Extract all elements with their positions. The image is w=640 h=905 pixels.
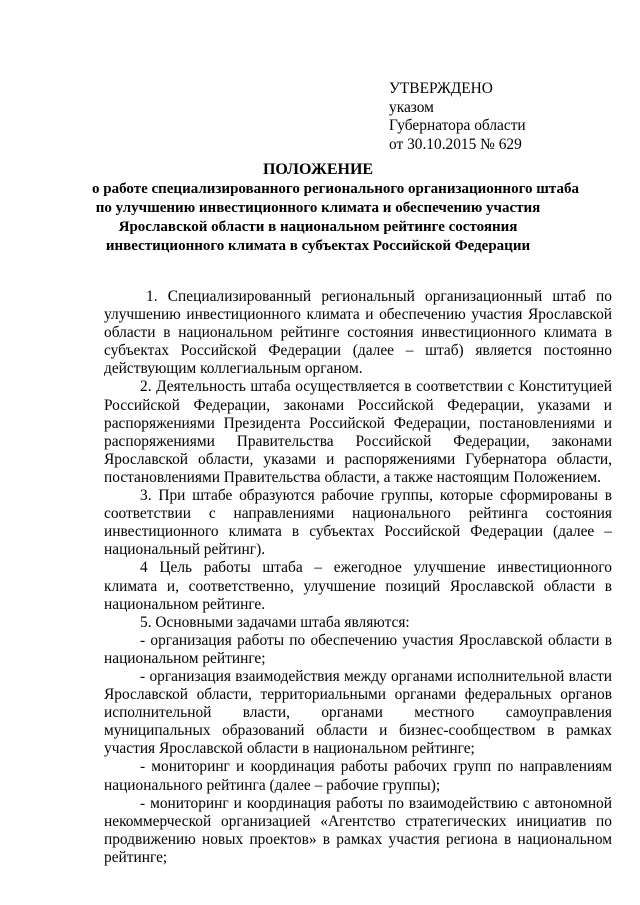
- list-item-task: - мониторинг и координация работы рабочих групп по направлениям национального рейтинга (далее – рабочие группы);: [104, 758, 612, 794]
- approval-stamp: [389, 80, 526, 154]
- list-item-task: - мониторинг и координация работы по взаимодействию с автономной некоммерческой организацией «Агентство стратегических инициатив по продвижению новых проектов» в рамках участия региона в национальном рейтинге;: [104, 794, 612, 866]
- title-line: о работе специализированного регионального организационного штаба: [92, 181, 579, 197]
- list-item-task: - организация работы по обеспечению участия Ярославской области в национальном рейтинге;: [104, 631, 612, 667]
- title-heading: ПОЛОЖЕНИЕ: [262, 161, 374, 178]
- paragraph-1: 1. Специализированный региональный организационный штаб по улучшению инвестиционного климата и обеспечению участия Ярославской области в национальном рейтинге состояния инвестиционного климата в субъектах Российской Федерации (далее – штаб) является постоянно действующим коллегиальным органом.: [104, 288, 612, 378]
- title-line: по улучшению инвестиционного климата и обеспечению участия: [95, 200, 541, 216]
- title-line: инвестиционного климата в субъектах Российской Федерации: [105, 238, 531, 254]
- list-item-task: - организация взаимодействия между органами исполнительной власти Ярославской области, территориальными органами федеральных органов исполнительной власти, органами местного самоуправления муниципальных образований области и бизнес-сообществом в рамках участия Ярославской области в национальном рейтинге;: [104, 667, 612, 758]
- paragraph-2: 2. Деятельность штаба осуществляется в соответствии с Конституцией Российской Федерации, законами Российской Федерации, указами и распоряжениями Президента Российской Федерации, постановлениями и распоряжениями Правительства Российской Федерации, законами Ярославской области, указами и распоряжениями Губернатора области, постановлениями Правительства области, а также настоящим Положением.: [104, 378, 612, 486]
- paragraph-4: 4 Цель работы штаба – ежегодное улучшение инвестиционного климата и, соответственно, улучшение позиций Ярославской области в национальном рейтинге.: [104, 559, 612, 613]
- paragraph-5: 5. Основными задачами штаба являются:: [140, 613, 410, 631]
- approval-line-approved: УТВЕРЖДЕНО: [389, 80, 493, 97]
- approval-line-date: от 30.10.2015 № 629: [389, 135, 522, 153]
- approval-line-governor: Губернатора области: [389, 117, 526, 134]
- document-body: [104, 288, 612, 867]
- document-title: [92, 160, 579, 256]
- paragraph-3: 3. При штабе образуются рабочие группы, которые сформированы в соответствии с направлениями национального рейтинга состояния инвестиционного климата в субъектах Российской Федерации (далее – национальный рейтинг).: [104, 487, 612, 559]
- approval-line-decree: указом: [389, 98, 434, 116]
- title-line: Ярославской области в национальном рейтинге состояния: [118, 219, 518, 235]
